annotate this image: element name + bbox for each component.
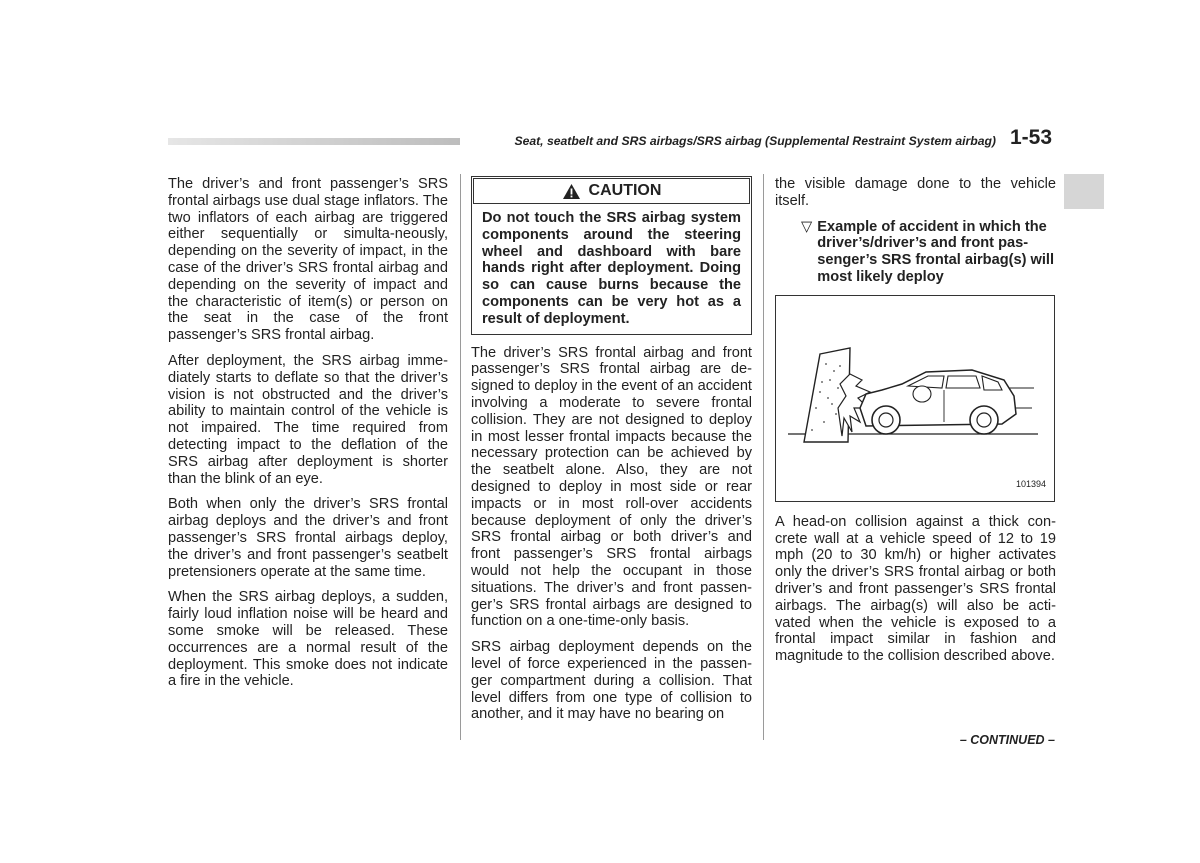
caution-header <box>473 178 750 204</box>
paragraph: SRS airbag deployment depends on the level of force experienced in the passen-ger compartment during a collision. That level differs from one type of collision to another, and it may have no bearing on <box>471 639 752 723</box>
paragraph: The driver’s and front passenger’s SRS frontal airbags use dual stage inflators. The two inflators of each airbag are triggered either sequentially or simulta-neously, depending on the severity of impact, in the case of the driver’s SRS frontal airbag and depending on the severity of impact and the characteristic of item(s) or person on the seat in the case of the front passenger’s SRS frontal airbag. <box>168 176 448 344</box>
column-3 <box>775 176 1056 674</box>
header-rule <box>168 138 460 145</box>
page-number: 1-53 <box>1010 126 1053 149</box>
collision-illustration <box>775 295 1055 502</box>
example-heading <box>801 219 1056 286</box>
column-1 <box>168 176 448 699</box>
figure-id: 101394 <box>1015 478 1046 489</box>
paragraph: After deployment, the SRS airbag imme-diately starts to deflate so that the driver’s vision is not obstructed and the driver’s ability to maintain control of the vehicle is not impaired. The time required from detecting impact to the deflation of the SRS airbag after deployment is shorter than the blink of an eye. <box>168 352 448 487</box>
chapter-tab <box>1064 174 1104 209</box>
caution-label: CAUTION <box>588 181 662 199</box>
example-heading-text: Example of accident in which the driver’s/driver’s and front pas-senger’s SRS frontal airbag(s) will most likely deploy <box>817 218 1055 285</box>
caution-text: Do not touch the SRS airbag system components around the steering wheel and dashboard with bare hands right after deployment. Doing so can cause burns because the components can be very hot as a result of deployment. <box>482 210 741 327</box>
triangle-marker-icon: ▽ <box>801 218 813 235</box>
paragraph: the visible damage done to the vehicle itself. <box>775 176 1056 209</box>
continued-label: – CONTINUED – <box>959 733 1055 747</box>
caution-box <box>471 176 752 335</box>
column-2 <box>471 176 752 732</box>
paragraph: When the SRS airbag deploys, a sudden, fairly loud inflation noise will be heard and some smoke will be released. These occurrences are a normal result of the deployment. This smoke does not indicate a fire in the vehicle. <box>168 589 448 690</box>
section-title: Seat, seatbelt and SRS airbags/SRS airbag (Supplemental Restraint System airbag) <box>514 134 996 148</box>
paragraph: The driver’s SRS frontal airbag and front passenger’s SRS frontal airbag are de-signed to deploy in the event of an accident involving a moderate to severe frontal collision. They are not designed to deploy in most lesser frontal impacts because the necessary protection can be achieved by the seatbelt alone. Also, they are not designed to deploy in most side or rear impacts or in most roll-over accidents because deployment of only the driver’s SRS frontal airbag or both driver’s and front passenger’s SRS frontal airbags would not help the occupant in those situations. The driver’s and front passen-ger’s SRS frontal airbags are designed to function on a one-time-only basis. <box>471 344 752 630</box>
warning-triangle-icon <box>562 183 581 200</box>
column-divider <box>460 174 461 740</box>
column-divider <box>763 174 764 740</box>
paragraph: Both when only the driver’s SRS frontal airbag deploys and the driver’s and front passenger’s SRS frontal airbags deploy, the driver’s and front passenger’s seatbelt pretensioners operate at the same time. <box>168 496 448 580</box>
paragraph: A head-on collision against a thick con-crete wall at a vehicle speed of 12 to 19 mph (20 to 30 km/h) or higher activates only the driver’s SRS frontal airbag or both driver’s and front passenger’s SRS frontal airbags. The airbag(s) will also be acti-vated when the vehicle is exposed to a frontal impact similar in fashion and magnitude to the collision described above. <box>775 513 1056 665</box>
car-crash-illustration <box>776 296 1054 501</box>
